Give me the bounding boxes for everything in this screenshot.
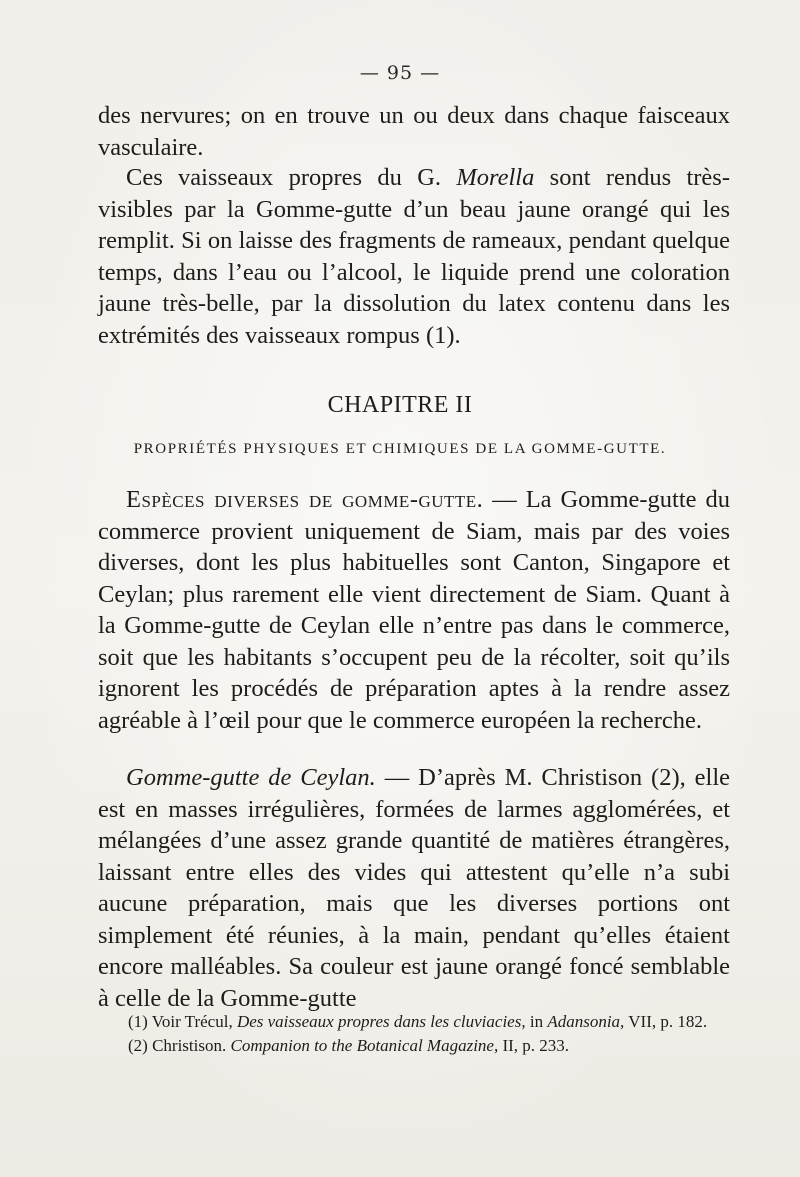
paragraph-text-start: Ces vaisseaux propres du G.	[126, 164, 457, 191]
footnote-text: (1) Voir Trécul,	[128, 1012, 237, 1031]
paragraph-text-rest: — La Gomme-gutte du commerce provient uniquement de Siam, mais par des voies diverses, dont les plus habituelles sont Canton, Singapore et Ceylan; plus rarement elle vient directement de Siam. Quant à la Gomme-gutte de Ceylan elle n’entre pas dans le commerce, soit que les habitants s’occupent peu de la récolter, soit qu’ils ignorent les procédés de préparation aptes à la rendre assez agréable à l’œil pour que le commerce européen la recherche.	[98, 486, 730, 734]
footnote-text: in	[525, 1012, 548, 1031]
footnotes	[98, 1010, 730, 1058]
footnote-2	[98, 1034, 730, 1058]
paragraph-text	[98, 484, 730, 736]
page-number: — 95 —	[359, 62, 441, 84]
chapter-title: CHAPITRE II	[327, 392, 473, 418]
paragraph-continuation	[98, 100, 730, 163]
footnote-title: Des vaisseaux propres dans les cluviacies,	[236, 1012, 526, 1031]
footnote-1	[98, 1010, 730, 1034]
footnote-text: II, p. 233.	[498, 1036, 570, 1055]
paragraph-vaisseaux	[98, 162, 730, 351]
footnote-text: VII, p. 182.	[624, 1012, 708, 1031]
species-name: Morella	[456, 164, 535, 191]
footnote-text: (2) Christison.	[128, 1036, 231, 1055]
paragraph-text: des nervures; on en trouve un ou deux dans chaque faisceaux vasculaire.	[98, 102, 730, 161]
footnote-title: Companion to the Botanical Magazine,	[230, 1036, 499, 1055]
paragraph-text-rest: sont rendus très-visibles par la Gomme-gutte d’un beau jaune orangé qui les remplit. Si on laisse des fragments de rameaux, pendant quelque temps, dans l’eau ou l’alcool, le liquide prend une coloration jaune très-belle, par la dissolution du latex contenu dans les extrémités des vaisseaux rompus (1).	[98, 164, 730, 349]
paragraph-text	[98, 762, 730, 1014]
paragraph-ceylan	[98, 762, 730, 1014]
chapter-subtitle: PROPRIÉTÉS PHYSIQUES ET CHIMIQUES DE LA GOMME-GUTTE.	[133, 441, 667, 457]
section-heading: Espèces diverses de gomme-gutte.	[126, 486, 484, 513]
footnote-journal: Adansonia,	[547, 1012, 625, 1031]
section-heading: Gomme-gutte de Ceylan.	[126, 764, 376, 791]
paragraph-especes	[98, 484, 730, 736]
paragraph-text-rest: — D’après M. Christison (2), elle est en masses irrégulières, formées de larmes agglomérées, et mélangées d’une assez grande quantité de matières étrangères, laissant entre elles des vides qui attestent qu’elle n’a subi aucune préparation, mais que les diverses portions ont simplement été réunies, à la main, pendant qu’elles étaient encore malléables. Sa couleur est jaune orangé foncé semblable à celle de la Gomme-gutte	[98, 764, 730, 1012]
paragraph-text	[98, 162, 730, 351]
